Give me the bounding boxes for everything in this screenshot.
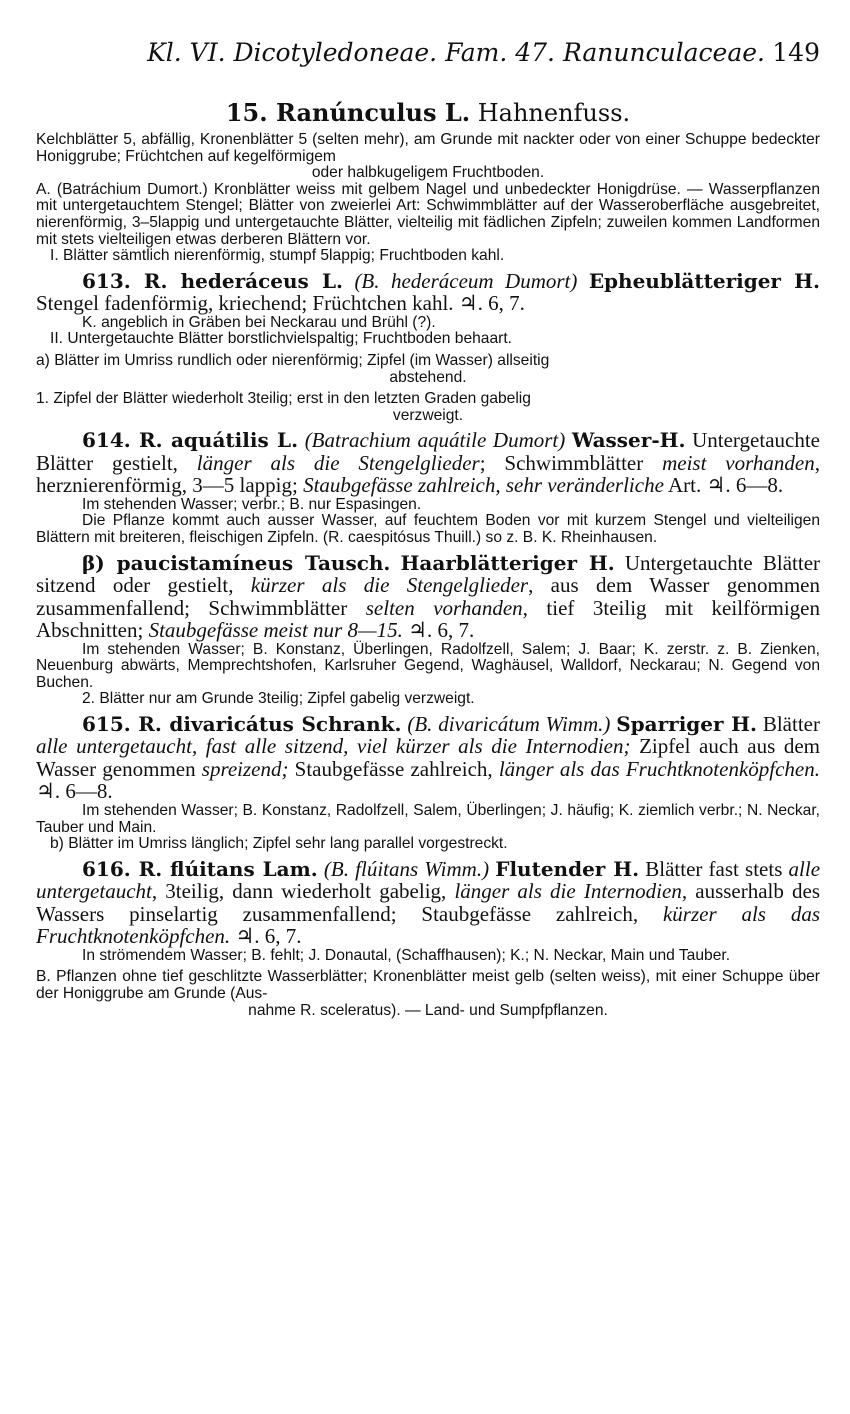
- key-1-last: verzweigt.: [392, 406, 464, 424]
- species-613-desc: Stengel fadenförmig, kriechend; Früchtchen kahl. ♃. 6, 7.: [36, 291, 525, 316]
- species-616-distribution: In strömendem Wasser; B. fehlt; J. Donautal, (Schaffhausen); K.; N. Neckar, Main und Tauber.: [82, 946, 731, 964]
- genus-description: [36, 132, 820, 182]
- key-1: [36, 391, 820, 424]
- variety-beta-common: Haarblätteriger H.: [400, 550, 615, 575]
- species-615-synonym: (B. divaricátum Wimm.): [407, 711, 611, 736]
- variety-beta-desc-1: Untergetauchte Blätter sitzend oder gestielt,: [36, 550, 821, 598]
- variety-beta-distribution: Im stehenden Wasser; B. Konstanz, Überlingen, Radolfzell, Salem; J. Baar; K. zerstr. z. B. Zienken, Neuenburg abwärts, Memprechtshofen, Karlsruher Gegend, Waghäusel, Walldorf, Neckarau; N. Gegend von Buchen.: [36, 640, 820, 691]
- book-page: [36, 0, 820, 1019]
- species-614-distribution: Im stehenden Wasser; verbr.; B. nur Espasingen.: [82, 495, 422, 513]
- species-614-desc-1b: ; Schwimmblätter: [479, 450, 644, 475]
- variety-beta-desc-2-italic: selten vorhanden: [365, 595, 523, 620]
- species-616-desc-1: Blätter fast stets: [645, 856, 783, 881]
- species-616-name: 616. R. flúitans Lam.: [82, 856, 318, 881]
- genus-intro: Kelchblätter 5, abfällig, Kronenblätter 5 (selten mehr), am Grunde mit nackter oder von einer Schuppe bedeckter Honiggrube; Früchtchen auf kegelförmigem: [36, 131, 820, 165]
- key-a: [36, 353, 820, 386]
- species-613-name: 613. R. hederáceus L.: [82, 268, 343, 293]
- section-b-text: B. Pflanzen ohne tief geschlitzte Wasserblätter; Kronenblätter meist gelb (selten weiss), mit einer Schuppe über der Honiggrube am Grunde (Aus-: [36, 968, 820, 1002]
- species-614-desc-3-italic: Staubgefässe zahlreich, sehr veränderliche: [303, 473, 664, 498]
- species-615: [36, 713, 820, 803]
- page-header: [36, 0, 820, 67]
- species-616-desc-2: , 3teilig, dann wiederholt gabelig,: [151, 879, 447, 904]
- species-613: [36, 270, 820, 315]
- variety-beta-name: β) paucistamíneus Tausch.: [82, 550, 391, 575]
- genus-name: 15. Ranúnculus L.: [225, 98, 471, 127]
- species-615-desc-1: Blätter: [762, 711, 820, 736]
- variety-beta: [36, 552, 820, 642]
- species-613-distribution: K. angeblich in Gräben bei Neckarau und Brühl (?).: [82, 313, 436, 331]
- species-615-name: 615. R. divaricátus Schrank.: [82, 711, 402, 736]
- species-615-desc-2-italic: spreizend;: [201, 756, 289, 781]
- variety-beta-desc-3-italic: Staubgefässe meist nur 8—15.: [148, 618, 403, 643]
- section-b: [36, 969, 820, 1019]
- genus-intro-last: oder halbkugeligem Fruchtboden.: [311, 164, 545, 182]
- key-II: II. Untergetauchte Blätter borstlichvielspaltig; Fruchtboden behaart.: [50, 330, 513, 348]
- species-616-synonym: (B. flúitans Wimm.): [323, 856, 490, 881]
- key-I: I. Blätter sämtlich nierenförmig, stumpf 5lappig; Fruchtboden kahl.: [50, 247, 505, 265]
- species-614-desc-3: Art. ♃. 6—8.: [668, 473, 784, 498]
- variety-beta-desc-2: , tief 3teilig mit keilförmigen Abschnitten;: [36, 595, 821, 643]
- species-614-desc-2: , herznierenförmig, 3—5 lappig;: [36, 450, 820, 498]
- species-616-desc-1-italic: alle untergetaucht: [36, 856, 821, 904]
- section-a: A. (Batráchium Dumort.) Kronblätter weiss mit gelbem Nagel und unbedeckter Honigdrüse. — Wasserpflanzen mit untergetauchtem Stengel; Blätter von zweierlei Art: Schwimmblätter auf der Wasseroberfläche ausgebreitet, nierenförmig, 3–5lappig und untergetauchte Blätter, vielteilig mit fädlichen Zipfeln; zuweilen kommen Landformen mit stets vielteiligen etwas derberen Blättern vor.: [36, 180, 820, 248]
- running-title: Kl. VI. Dicotyledoneae. Fam. 47. Ranunculaceae.: [147, 38, 765, 67]
- species-615-desc-1-italic: alle untergetaucht, fast alle sitzend, viel kürzer als die Internodien;: [36, 734, 631, 759]
- variety-beta-desc-1b: , aus dem Wasser genommen zusammenfallend; Schwimmblätter: [36, 573, 820, 620]
- species-613-common: Epheublätteriger H.: [588, 268, 820, 293]
- species-614-name: 614. R. aquátilis L.: [82, 428, 299, 453]
- species-614: [36, 429, 820, 497]
- species-614-desc-1: Untergetauchte Blätter gestielt,: [36, 428, 820, 475]
- species-614-desc-2-italic: meist vorhanden: [662, 450, 815, 475]
- species-616-desc-3-italic: kürzer als das Fruchtknotenköpfchen.: [36, 901, 821, 949]
- species-615-desc-3: Staubgefässe zahlreich,: [294, 756, 493, 781]
- species-613-synonym: (B. hederáceum Dumort): [354, 268, 578, 293]
- species-615-distribution: Im stehenden Wasser; B. Konstanz, Radolfzell, Salem, Überlingen; J. häufig; K. ziemlich verbr.; N. Neckar, Tauber und Main.: [36, 801, 820, 836]
- key-a-last: abstehend.: [389, 368, 467, 386]
- species-616-desc-4: ♃. 6, 7.: [235, 924, 302, 949]
- key-2: 2. Blätter nur am Grunde 3teilig; Zipfel gabelig verzweigt.: [82, 690, 475, 708]
- genus-common-name: Hahnenfuss.: [477, 99, 631, 127]
- key-b: b) Blätter im Umriss länglich; Zipfel sehr lang parallel vorgestreckt.: [50, 835, 508, 853]
- species-616-common: Flutender H.: [495, 856, 640, 881]
- species-614-desc-1-italic: länger als die Stengelglieder: [196, 450, 480, 475]
- variety-beta-desc-1-italic: kürzer als die Stengelglieder: [250, 573, 529, 598]
- species-615-common: Sparriger H.: [616, 711, 757, 736]
- variety-beta-desc-3: ♃. 6, 7.: [408, 618, 475, 643]
- species-616: [36, 858, 820, 948]
- species-615-desc-3-italic: länger als das Fruchtknotenköpfchen.: [498, 756, 821, 781]
- species-616-desc-2-italic: länger als die Internodien,: [454, 879, 688, 904]
- section-b-last: nahme R. sceleratus). — Land- und Sumpfpflanzen.: [248, 1001, 608, 1019]
- species-615-desc-4: ♃. 6—8.: [36, 779, 113, 804]
- key-1-text: 1. Zipfel der Blätter wiederholt 3teilig; erst in den letzten Graden gabelig: [36, 390, 531, 408]
- species-614-note: Die Pflanze kommt auch ausser Wasser, auf feuchtem Boden vor mit kurzem Stengel und vielteiligen Blättern mit breiteren, fleischigen Zipfeln. (R. caespitósus Thuill.) so z. B. K. Rheinhausen.: [36, 512, 820, 546]
- page-number: 149: [772, 38, 820, 67]
- species-616-desc-3: ausserhalb des Wassers pinselartig zusammenfallend; Staubgefässe zahlreich,: [36, 879, 821, 926]
- species-614-synonym: (Batrachium aquátile Dumort): [304, 428, 566, 453]
- genus-heading: [36, 98, 820, 127]
- species-615-desc-2: Zipfel auch aus dem Wasser genommen: [36, 734, 821, 781]
- species-614-common: Wasser-H.: [571, 428, 686, 453]
- key-a-text: a) Blätter im Umriss rundlich oder nierenförmig; Zipfel (im Wasser) allseitig: [36, 351, 550, 369]
